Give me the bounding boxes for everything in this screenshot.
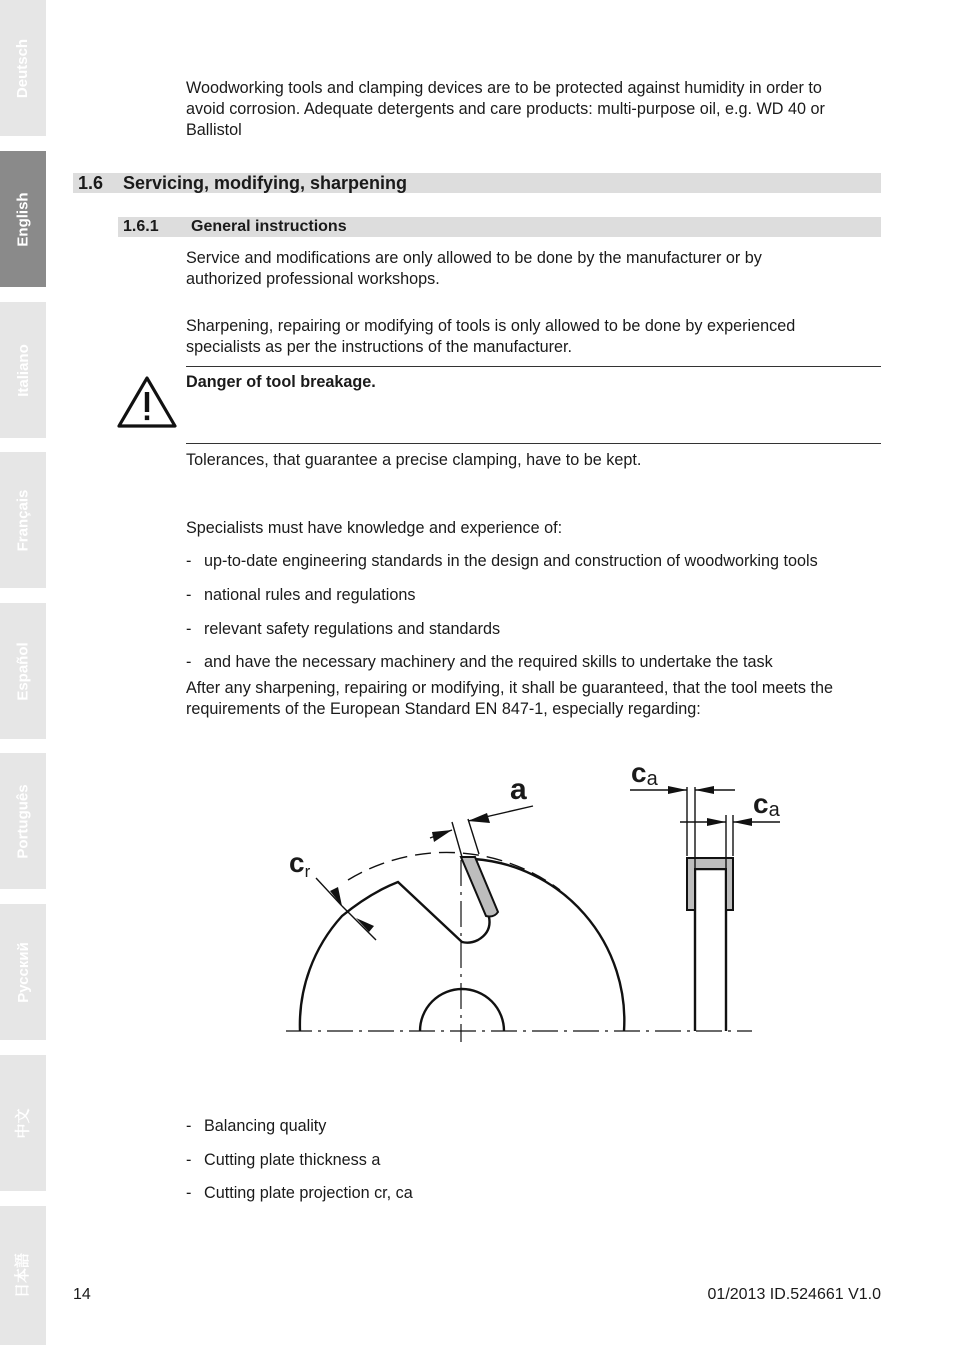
lang-tab-italiano[interactable] xyxy=(0,302,46,438)
list-item-text: Cutting plate thickness a xyxy=(204,1151,381,1169)
document-id: 01/2013 ID.524661 V1.0 xyxy=(707,1286,881,1303)
dimension-label-ca-sub: a xyxy=(768,799,780,821)
dimension-label-ca-top xyxy=(631,758,658,794)
bullet-dash: - xyxy=(186,1151,192,1169)
list-item-text: and have the necessary machinery and the required skills to undertake the task xyxy=(204,653,773,671)
tip-circle-arc xyxy=(348,852,560,890)
list-item-text: national rules and regulations xyxy=(204,586,416,604)
lang-label: 日本語 xyxy=(14,1252,32,1299)
sharpening-line: specialists as per the instructions of the manufacturer. xyxy=(186,338,572,356)
intro-line: Woodworking tools and clamping devices are to be protected against humidity in order to xyxy=(186,79,822,97)
lang-tab-chinese[interactable] xyxy=(0,1055,46,1191)
specialists-intro: Specialists must have knowledge and experience of: xyxy=(186,519,563,537)
after-line: requirements of the European Standard EN 847-1, especially regarding: xyxy=(186,700,701,718)
lang-tab-portugues[interactable] xyxy=(0,753,46,889)
bullet-dash: - xyxy=(186,653,192,671)
dimension-label-a: a xyxy=(510,773,527,806)
after-paragraph xyxy=(186,678,886,720)
arbor-hole xyxy=(420,989,504,1031)
intro-line: Ballistol xyxy=(186,121,242,139)
warning-title: Danger of tool breakage. xyxy=(186,373,376,391)
service-line: authorized professional workshops. xyxy=(186,270,440,288)
subsection-title: General instructions xyxy=(191,218,347,235)
lang-label: English xyxy=(14,191,32,247)
dimension-label-cr-sub: r xyxy=(304,862,311,881)
section-heading xyxy=(73,173,881,193)
lang-tab-russian[interactable] xyxy=(0,904,46,1040)
sharpening-line: Sharpening, repairing or modifying of tools is only allowed to be done by experienced xyxy=(186,317,796,335)
dimension-label-ca-main: c xyxy=(753,788,769,819)
lang-label: Français xyxy=(14,489,32,551)
after-line: After any sharpening, repairing or modifying, it shall be guaranteed, that the tool meets the xyxy=(186,679,833,697)
tolerances-text: Tolerances, that guarantee a precise clamping, have to be kept. xyxy=(186,451,642,469)
lang-label: Русский xyxy=(14,941,32,1003)
service-paragraph xyxy=(186,248,886,290)
dimension-label-ca-main: c xyxy=(631,757,647,788)
service-line: Service and modifications are only allowed to be done by the manufacturer or by xyxy=(186,249,762,267)
lang-label: Italiano xyxy=(14,343,32,397)
lang-tab-japanese[interactable] xyxy=(0,1206,46,1345)
lang-label: Deutsch xyxy=(14,38,32,98)
lang-tab-francais[interactable] xyxy=(0,452,46,588)
intro-paragraph xyxy=(186,78,886,141)
list-item-text: up-to-date engineering standards in the design and construction of woodworking tools xyxy=(204,552,818,570)
bullet-dash: - xyxy=(186,552,192,570)
subsection-number: 1.6.1 xyxy=(123,218,159,235)
intro-line: avoid corrosion. Adequate detergents and care products: multi-purpose oil, e.g. WD 40 or xyxy=(186,100,825,118)
dimension-label-ca-sub: a xyxy=(646,768,658,790)
lang-tab-deutsch[interactable] xyxy=(0,0,46,136)
warning-top-rule xyxy=(186,366,881,367)
section-title: Servicing, modifying, sharpening xyxy=(123,173,408,193)
dimension-label-cr xyxy=(289,848,310,887)
saw-blade-diagram xyxy=(270,750,810,1050)
bullet-dash: - xyxy=(186,620,192,638)
dimension-label-ca-right xyxy=(753,789,780,825)
sharpening-paragraph xyxy=(186,316,886,358)
lang-label: 中文 xyxy=(14,1107,32,1139)
warning-bottom-rule xyxy=(186,443,881,444)
page-number: 14 xyxy=(73,1286,91,1303)
list-item-text: Balancing quality xyxy=(204,1117,327,1135)
warning-triangle-icon xyxy=(116,375,178,429)
bullet-dash: - xyxy=(186,586,192,604)
list-item-text: Cutting plate projection cr, ca xyxy=(204,1184,413,1202)
blade-outline xyxy=(300,859,624,1031)
subsection-heading xyxy=(118,217,881,237)
lang-tab-espanol[interactable] xyxy=(0,603,46,739)
lang-tab-english[interactable] xyxy=(0,151,46,287)
bullet-dash: - xyxy=(186,1117,192,1135)
lang-label: Español xyxy=(14,641,32,701)
dimension-label-cr-main: c xyxy=(289,847,305,878)
cutting-tip xyxy=(461,857,498,917)
lang-label: Português xyxy=(14,783,32,859)
bullet-dash: - xyxy=(186,1184,192,1202)
list-item-text: relevant safety regulations and standards xyxy=(204,620,501,638)
section-number: 1.6 xyxy=(78,173,104,193)
